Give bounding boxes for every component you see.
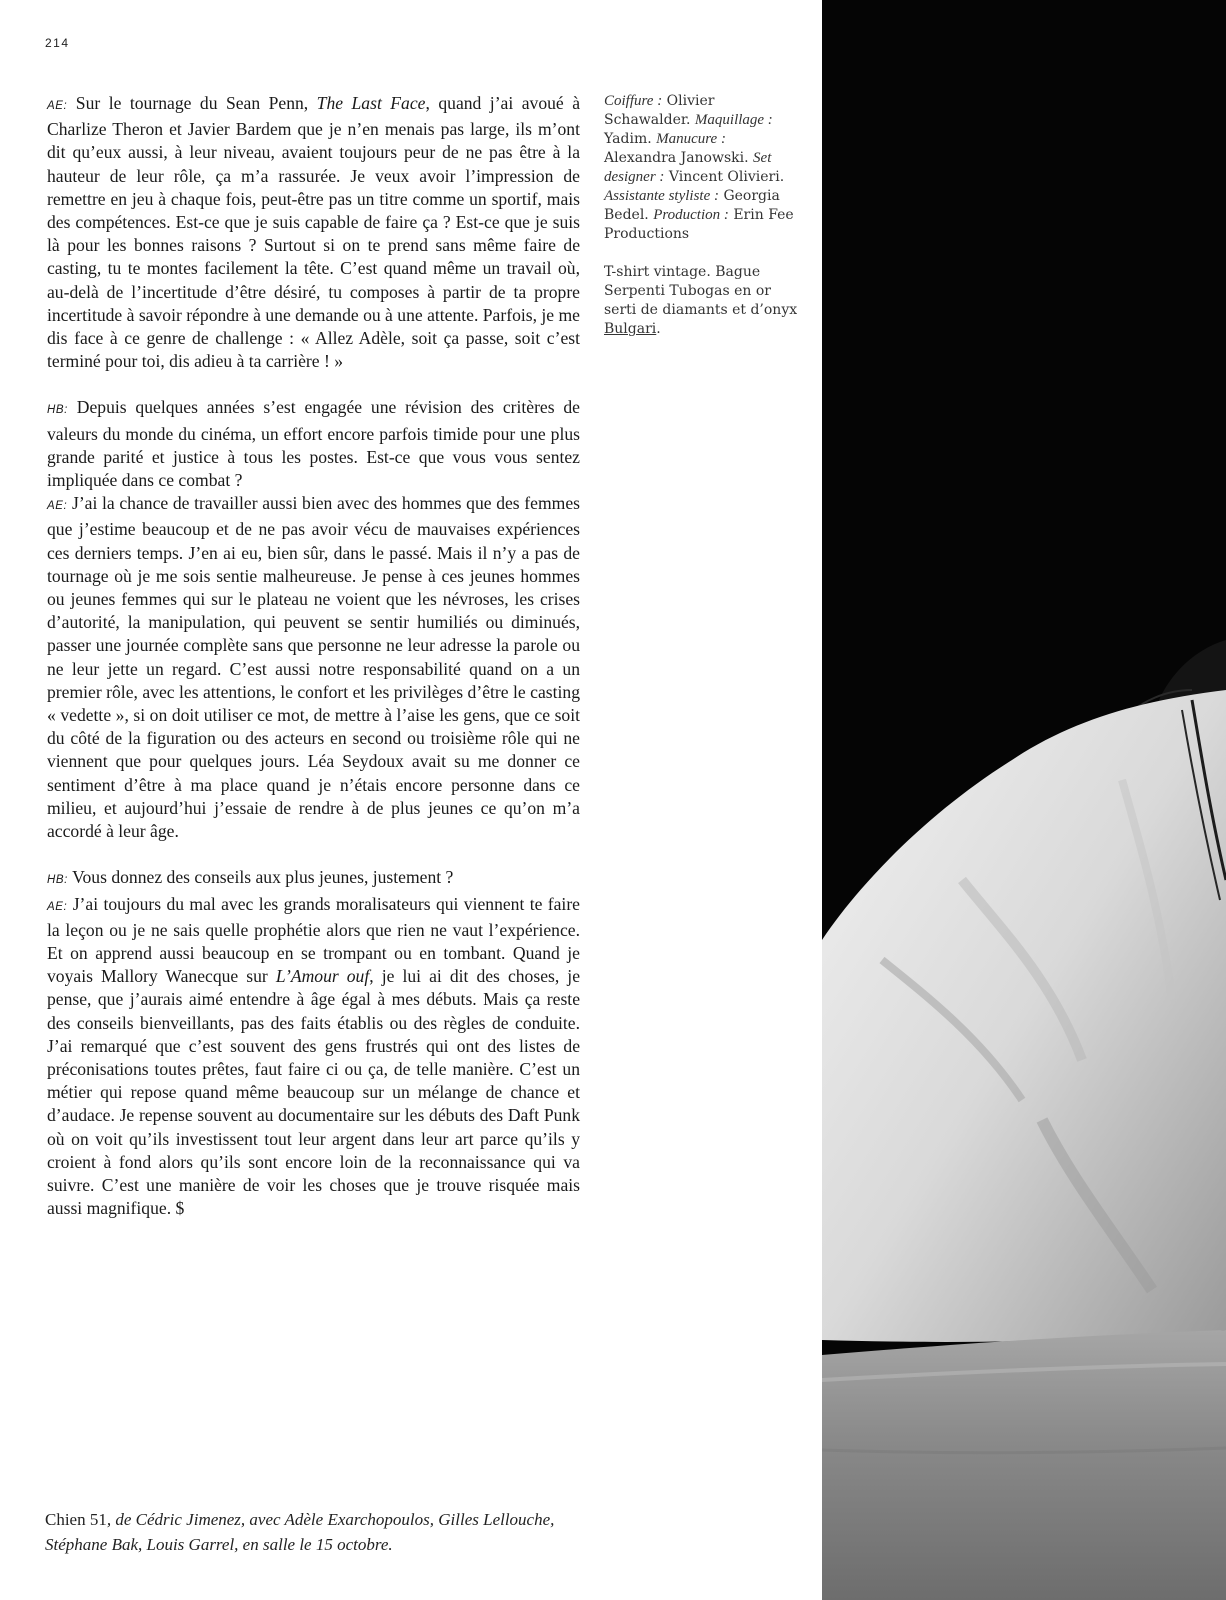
page-number: 214 [45,36,70,50]
film-footnote: Chien 51, de Cédric Jimenez, avec Adèle Exarchopoulos, Gilles Lellouche, Stéphane Bak, Louis Garrel, en salle le 15 octobre. [45,1510,555,1554]
footnote-film-title: Chien 51 [45,1510,107,1529]
question-paragraph-2: HB: Depuis quelques années s’est engagée une révision des critères de valeurs du monde du cinéma, un effort encore parfois timide pour une plus grande parité et justice à tous les postes. Est-ce que vous vous sentez impliquée dans ce combat ? [47,397,580,491]
speaker-label: AE: [47,500,68,513]
question-paragraph-3: HB: Vous donnez des conseils aux plus jeunes, justement ? [47,867,454,888]
wardrobe-credits: T-shirt vintage. Bague Serpenti Tubogas en or serti de diamants et d’onyx Bulgari. [604,264,798,337]
answer-paragraph-3: AE: J’ai toujours du mal avec les grands moralisateurs qui viennent te faire la leçon ou je ne sais quelle prophétie alors que rien ne vaut l’expérience. Et on apprend aussi beaucoup en se trompant ou en tombant. Quand je voyais Mallory Wanecque sur L’Amour ouf, je lui ai dit des choses, je pense, que j’aurais aimé entendre à âge égal à mes débuts. Mais ça reste des conseils bienveillants, pas des faits établis ou des règles de conduite. J’ai remarqué que c’est souvent des gens frustrés qui ont des listes de préconisations toutes prêtes, faut faire ci ou ça, de telle manière. C’est un métier qui repose quand même beaucoup sur un mélange de chance et d’audace. Je repense souvent au documentaire sur les débuts des Daft Punk où on voit qu’ils investissent tout leur argent dans leur art parce qu’ils y croient à fond alors qu’ils sont encore loin de la reconnaissance qui va suivre. C’est une manière de voir les choses que je trouve risquée mais aussi magnifique. $ [47,893,580,1219]
answer-paragraph-1: AE: Sur le tournage du Sean Penn, The Last Face, quand j’ai avoué à Charlize Theron et Javier Bardem que je n’en menais pas large, ils m’ont dit qu’eux aussi, à leur niveau, avaient toujours peur de ne pas être à la hauteur de leur rôle, ça m’a rassurée. Je veux avoir l’impression de remettre en jeu à chaque fois, peut-être pas un titre comme un sportif, mais des compétences. Est-ce que je suis capable de faire ça ? Est-ce que je suis là pour les bonnes raisons ? Surtout si on te prend sans même faire de casting, tu te montes facilement la tête. C’est quand même un travail où, au-delà de l’incertitude d’être désiré, tu composes à partir de ta propre incertitude à savoir répondre à une demande ou à une attente. Parfois, je me dis face à ce genre de challenge : « Allez Adèle, soit ça passe, soit c’est terminé pour toi, dis adieu à ta carrière ! » [47,93,580,372]
photo-credits [604,92,800,339]
speaker-label: HB: [47,874,68,887]
staff-credits: Coiffure : Olivier Schawalder. Maquillage : Yadim. Manucure : Alexandra Janowski. Set designer : Vincent Olivieri. Assistante styliste : Georgia Bedel. Production : Erin Fee Productions [604,93,794,242]
answer-paragraph-2: AE: J’ai la chance de travailler aussi bien avec des hommes que des femmes que j’estime beaucoup et de ne pas avoir vécu de mauvaises expériences ces derniers temps. J’en ai eu, bien sûr, dans le passé. Mais il n’y a pas de tournage où je me sois sentie malheureuse. Je pense à ces jeunes hommes ou jeunes femmes qui sur le plateau ne voient que les névroses, les crises d’autorité, la manipulation, qui peuvent se sentir humiliés ou diminués, passer une journée complète sans que personne ne leur adresse la parole ou ne leur jette un regard. C’est aussi notre responsabilité quand on a un premier rôle, avec les attentions, le confort et les privilèges d’être le casting « vedette », si on doit utiliser ce mot, de mettre à l’aise les gens, que ce soit du côté de la figuration ou des acteurs en second ou troisième rôle qui ne viennent que pour quelques jours. Léa Seydoux avait su me donner ce sentiment d’être à ma place quand je n’étais encore personne dans ce milieu, et aujourd’hui j’essaie de rendre à de plus jeunes ce qu’on m’a accordé à leur âge. [47,493,580,842]
speaker-label: HB: [47,404,68,417]
portrait-photo [822,0,1226,1600]
film-title: The Last Face [316,93,426,113]
speaker-label: AE: [47,100,68,112]
brand-link: Bulgari [604,321,657,337]
article-body [47,92,580,1220]
speaker-label: AE: [47,900,68,913]
portrait-photo-art [822,0,1226,1600]
film-title: L’Amour ouf [275,966,370,987]
